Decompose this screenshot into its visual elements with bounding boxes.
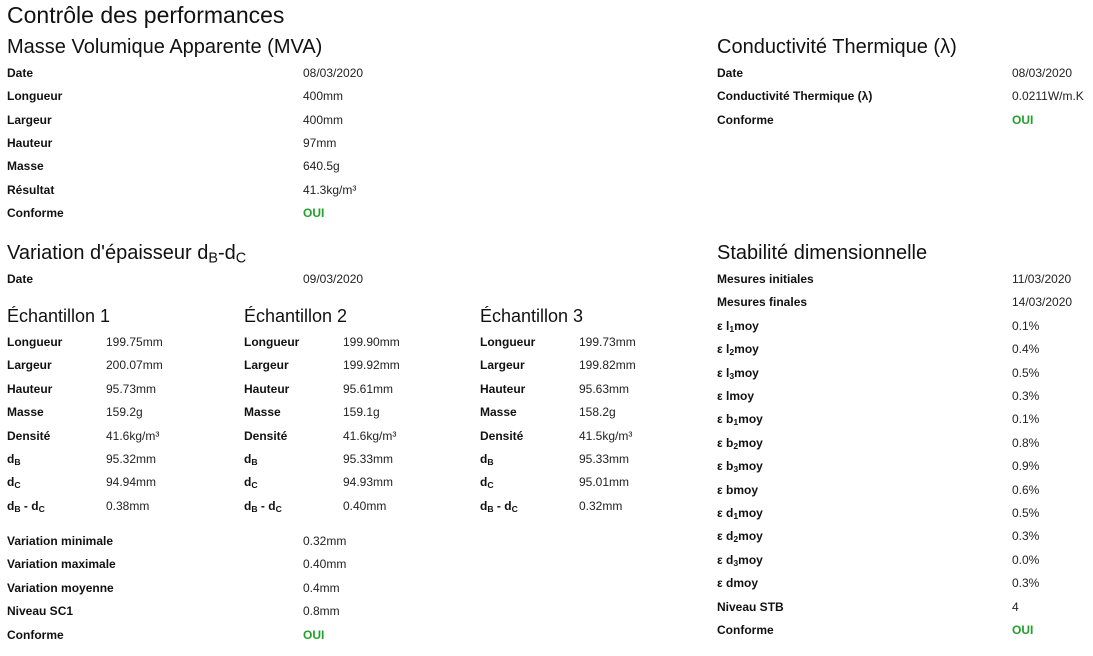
stabilite-label: Mesures finales xyxy=(717,295,808,309)
echantillon-label: $d_B$ xyxy=(7,452,21,468)
stabilite-value: 14/03/2020 xyxy=(1012,295,1073,309)
mva-value: 08/03/2020 xyxy=(303,66,364,80)
stabilite-value: 0.4% xyxy=(1012,342,1040,356)
stabilite-label: ε $l_3moy$ xyxy=(717,366,759,382)
mva-value: 41.3kg/m³ xyxy=(303,183,357,197)
echantillon-label: $d_B - d_C$ xyxy=(480,499,518,515)
echantillon-2-title: Échantillon 2 xyxy=(244,306,348,326)
mva-label: Masse xyxy=(7,159,44,173)
echantillon-value: 199.73mm xyxy=(579,335,636,349)
summary-value: 0.40mm xyxy=(303,557,347,571)
summary-label: Conforme xyxy=(7,628,64,642)
mva-label: Date xyxy=(7,66,34,80)
mva-value: 400mm xyxy=(303,89,344,103)
echantillon-value: 95.33mm xyxy=(579,452,630,466)
echantillon-value: 159.2g xyxy=(106,405,143,419)
echantillon-label: Densité xyxy=(244,429,288,443)
stabilite-value: 0.8% xyxy=(1012,436,1040,450)
mva-value: 640.5g xyxy=(303,159,340,173)
echantillon-value: 95.63mm xyxy=(579,382,630,396)
mva-label: Longueur xyxy=(7,89,63,103)
summary-label: Variation minimale xyxy=(7,534,114,548)
echantillon-label: $d_B - d_C$ xyxy=(7,499,45,515)
echantillon-label: $d_B$ xyxy=(244,452,258,468)
echantillon-label: $d_C$ xyxy=(244,475,258,491)
stabilite-label: Niveau STB xyxy=(717,600,784,614)
cond-label: Date xyxy=(717,66,744,80)
stabilite-label: ε $d_2moy$ xyxy=(717,529,763,545)
echantillon-label: Largeur xyxy=(480,358,525,372)
echantillon-label: Hauteur xyxy=(7,382,53,396)
echantillon-3-title: Échantillon 3 xyxy=(480,306,584,326)
stabilite-label: ε $b_3moy$ xyxy=(717,459,763,475)
cond-value: 0.0211W/m.K xyxy=(1012,89,1084,103)
stabilite-title: Stabilité dimensionnelle xyxy=(717,242,928,264)
stabilite-conforme-value: OUI xyxy=(1012,623,1034,637)
page-title: Contrôle des performances xyxy=(7,2,285,28)
echantillon-value: 95.61mm xyxy=(343,382,394,396)
echantillon-label: Densité xyxy=(7,429,51,443)
echantillon-label: Densité xyxy=(480,429,524,443)
variation-title xyxy=(7,242,246,265)
echantillon-label: Longueur xyxy=(480,335,536,349)
stabilite-label: ε lmoy xyxy=(717,389,755,403)
summary-value: 0.8mm xyxy=(303,604,340,618)
echantillon-label: $d_B - d_C$ xyxy=(244,499,282,515)
stabilite-value: 0.6% xyxy=(1012,483,1040,497)
variation-title-dash: -d xyxy=(217,242,236,264)
mva-label: Hauteur xyxy=(7,136,53,150)
echantillon-value: 95.32mm xyxy=(106,452,157,466)
echantillon-value: 0.38mm xyxy=(106,499,150,513)
stabilite-label: ε bmoy xyxy=(717,483,759,497)
echantillon-value: 199.82mm xyxy=(579,358,636,372)
stabilite-label: ε $l_1moy$ xyxy=(717,319,759,335)
cond-conforme-value: OUI xyxy=(1012,113,1034,127)
stabilite-value: 0.1% xyxy=(1012,319,1040,333)
mva-value: 97mm xyxy=(303,136,337,150)
stabilite-label: Conforme xyxy=(717,623,774,637)
echantillon-label: Masse xyxy=(7,405,44,419)
stabilite-value: 0.5% xyxy=(1012,506,1040,520)
echantillon-label: $d_B$ xyxy=(480,452,494,468)
summary-label: Variation moyenne xyxy=(7,581,114,595)
echantillon-value: 95.33mm xyxy=(343,452,394,466)
mva-value: 400mm xyxy=(303,113,344,127)
summary-label: Variation maximale xyxy=(7,557,116,571)
echantillon-value: 200.07mm xyxy=(106,358,163,372)
echantillon-label: $d_C$ xyxy=(480,475,494,491)
echantillon-value: 41.6kg/m³ xyxy=(343,429,397,443)
echantillon-label: Longueur xyxy=(7,335,63,349)
stabilite-label: ε $l_2moy$ xyxy=(717,342,759,358)
echantillon-1-title: Échantillon 1 xyxy=(7,306,111,326)
variation-title-sub-b: B xyxy=(208,250,218,267)
stabilite-value: 0.3% xyxy=(1012,389,1040,403)
summary-label: Niveau SC1 xyxy=(7,604,74,618)
echantillon-value: 95.73mm xyxy=(106,382,157,396)
stabilite-label: ε $d_3moy$ xyxy=(717,553,763,569)
mva-label: Conforme xyxy=(7,206,64,220)
conductivite-title: Conductivité Thermique (λ) xyxy=(717,36,957,58)
echantillon-value: 41.5kg/m³ xyxy=(579,429,633,443)
mva-title: Masse Volumique Apparente (MVA) xyxy=(7,36,323,58)
stabilite-value: 0.5% xyxy=(1012,366,1040,380)
echantillon-label: $d_C$ xyxy=(7,475,21,491)
cond-value: 08/03/2020 xyxy=(1012,66,1073,80)
stabilite-value: 0.3% xyxy=(1012,576,1040,590)
stabilite-value: 11/03/2020 xyxy=(1012,272,1072,286)
stabilite-value: 0.1% xyxy=(1012,412,1040,426)
summary-conforme-value: OUI xyxy=(303,628,325,642)
echantillon-label: Masse xyxy=(480,405,517,419)
echantillon-value: 95.01mm xyxy=(579,475,630,489)
stabilite-label: ε $b_1moy$ xyxy=(717,412,763,428)
variation-date-label: Date xyxy=(7,272,34,286)
echantillon-label: Largeur xyxy=(244,358,289,372)
echantillon-label: Masse xyxy=(244,405,281,419)
summary-value: 0.32mm xyxy=(303,534,347,548)
stabilite-value: 0.0% xyxy=(1012,553,1040,567)
echantillon-value: 94.94mm xyxy=(106,475,157,489)
stabilite-label: ε dmoy xyxy=(717,576,759,590)
summary-value: 0.4mm xyxy=(303,581,340,595)
mva-label: Largeur xyxy=(7,113,52,127)
echantillon-value: 41.6kg/m³ xyxy=(106,429,160,443)
echantillon-value: 159.1g xyxy=(343,405,380,419)
echantillon-label: Hauteur xyxy=(480,382,526,396)
cond-label: Conforme xyxy=(717,113,774,127)
variation-title-main: Variation d'épaisseur d xyxy=(7,242,209,264)
echantillon-label: Largeur xyxy=(7,358,52,372)
echantillon-value: 158.2g xyxy=(579,405,616,419)
stabilite-label: ε $d_1moy$ xyxy=(717,506,763,522)
cond-label: Conductivité Thermique (λ) xyxy=(717,89,873,103)
stabilite-value: 0.3% xyxy=(1012,529,1040,543)
stabilite-value: 4 xyxy=(1012,600,1019,614)
echantillon-value: 94.93mm xyxy=(343,475,394,489)
echantillon-value: 199.92mm xyxy=(343,358,400,372)
echantillon-label: Longueur xyxy=(244,335,300,349)
echantillon-label: Hauteur xyxy=(244,382,290,396)
variation-title-sub-c: C xyxy=(235,250,247,267)
echantillon-value: 199.75mm xyxy=(106,335,163,349)
mva-label: Résultat xyxy=(7,183,55,197)
echantillon-value: 0.40mm xyxy=(343,499,387,513)
mva-conforme-value: OUI xyxy=(303,206,325,220)
echantillon-value: 199.90mm xyxy=(343,335,400,349)
echantillon-value: 0.32mm xyxy=(579,499,623,513)
stabilite-value: 0.9% xyxy=(1012,459,1040,473)
stabilite-label: Mesures initiales xyxy=(717,272,814,286)
stabilite-label: ε $b_2moy$ xyxy=(717,436,763,452)
variation-date-value: 09/03/2020 xyxy=(303,272,364,286)
